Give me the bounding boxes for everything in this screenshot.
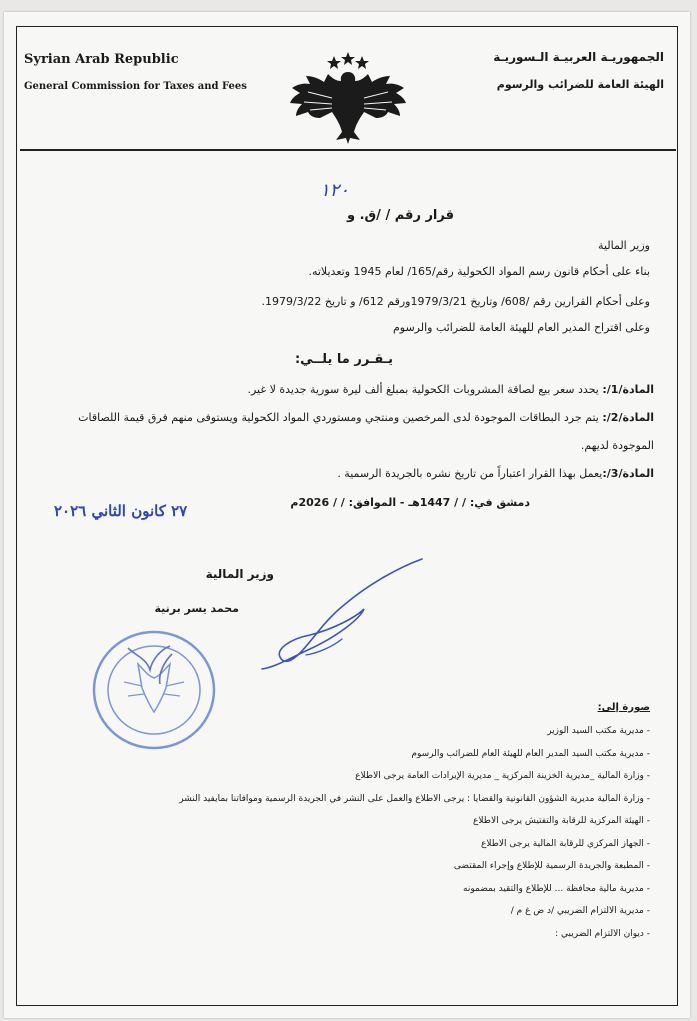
list-item: - المطبعة والجريدة الرسمية للإطلاع وإجراء المقتضى [453, 861, 650, 871]
document-page [4, 12, 690, 1018]
article-2-text: يتم جرد البطاقات الموجودة لدى المرخصين ومنتجي ومستوردي المواد الكحولية ويستوفى منهم فرق قيمة اللصاقات الموجودة لديهم. [78, 411, 654, 452]
list-item: - مديرية مكتب السيد المدير العام للهيئة العام للضرائب والرسوم [411, 748, 650, 759]
country-name-ar: الجمهوريـة العربيـة الـسوريـة [493, 50, 664, 64]
basis-proposal: وعلى اقتراح المدير العام للهيئة العامة للضرائب والرسوم [392, 321, 650, 334]
basis-decisions: وعلى أحكام القرارين رقم /608/ وتاريخ 1979/3/21ورقم 612/ و تاريخ 1979/3/22. [261, 295, 650, 308]
basis-law: بناء على أحكام قانون رسم المواد الكحولية رقم/165/ لعام 1945 وتعديلاته. [308, 265, 650, 278]
article-1-text: يحدد سعر بيع لصاقة المشروبات الكحولية بمبلغ ألف ليرة سورية جديدة لا غير. [247, 383, 603, 396]
stamped-date: ٢٧ كانون الثاني ٢٠٢٦ [54, 502, 188, 520]
copies-list [30, 720, 650, 945]
header-divider [20, 149, 676, 151]
article-3 [34, 460, 654, 488]
list-item: - مديرية مكتب السيد الوزير [547, 726, 650, 736]
decision-title: قرار رقم / /ق. و [347, 208, 454, 223]
signature-icon [240, 557, 425, 672]
copies-heading: صورة إلى: [597, 702, 650, 713]
article-3-text: يعمل بهذا القرار اعتباراً من تاريخ نشره بالجريدة الرسمية . [337, 467, 603, 480]
header-arabic [493, 50, 664, 91]
article-2-label: المادة/2/: [602, 411, 654, 424]
list-item: - وزارة المالية _مديرية الخزينة المركزية _ مديرية الإيرادات العامة يرجى الاطلاع [355, 771, 650, 781]
list-item: - وزارة المالية مديرية الشؤون القانونية والقضايا : يرجى الاطلاع والعمل على النشر في الجريدة الرسمية وموافاتنا بمايفيد النشر [179, 793, 650, 804]
country-name-en: Syrian Arab Republic [24, 52, 179, 67]
list-item: - مديرية مالية محافظة ... للإطلاع والتقيد بمضمونه [463, 883, 650, 894]
commission-name-en: General Commission for Taxes and Fees [24, 81, 247, 92]
article-1-label: المادة/1/: [602, 383, 654, 396]
minister-intro: وزير المالية [598, 239, 650, 252]
signatory-name: محمد يسر برنية [154, 602, 239, 615]
decides-heading: يـقـرر ما يلــي: [294, 352, 394, 367]
list-item: - ديوان الالتزام الضريبي : [555, 928, 650, 939]
commission-name-ar: الهيئة العامة للضرائب والرسوم [496, 78, 664, 91]
header-english [24, 52, 247, 92]
list-item: - الجهاز المركزي للرقابة المالية يرجى الاطلاع [480, 838, 650, 849]
article-2 [34, 404, 654, 460]
list-item: - الهيئة المركزية للرقابة والتفتيش يرجى الاطلاع [473, 816, 650, 826]
date-line: دمشق في: / / 1447هـ - الموافق: / / 2026م [290, 496, 530, 509]
signatory-title: وزير المالية [205, 567, 274, 581]
eagle-emblem-icon [288, 48, 408, 148]
article-1 [34, 376, 654, 404]
handwritten-decision-number: ١٢٠ [320, 180, 350, 201]
list-item: - مديرية الالتزام الضريبي /د ض غ م / [510, 906, 650, 916]
article-3-label: المادة/3/: [602, 467, 654, 480]
